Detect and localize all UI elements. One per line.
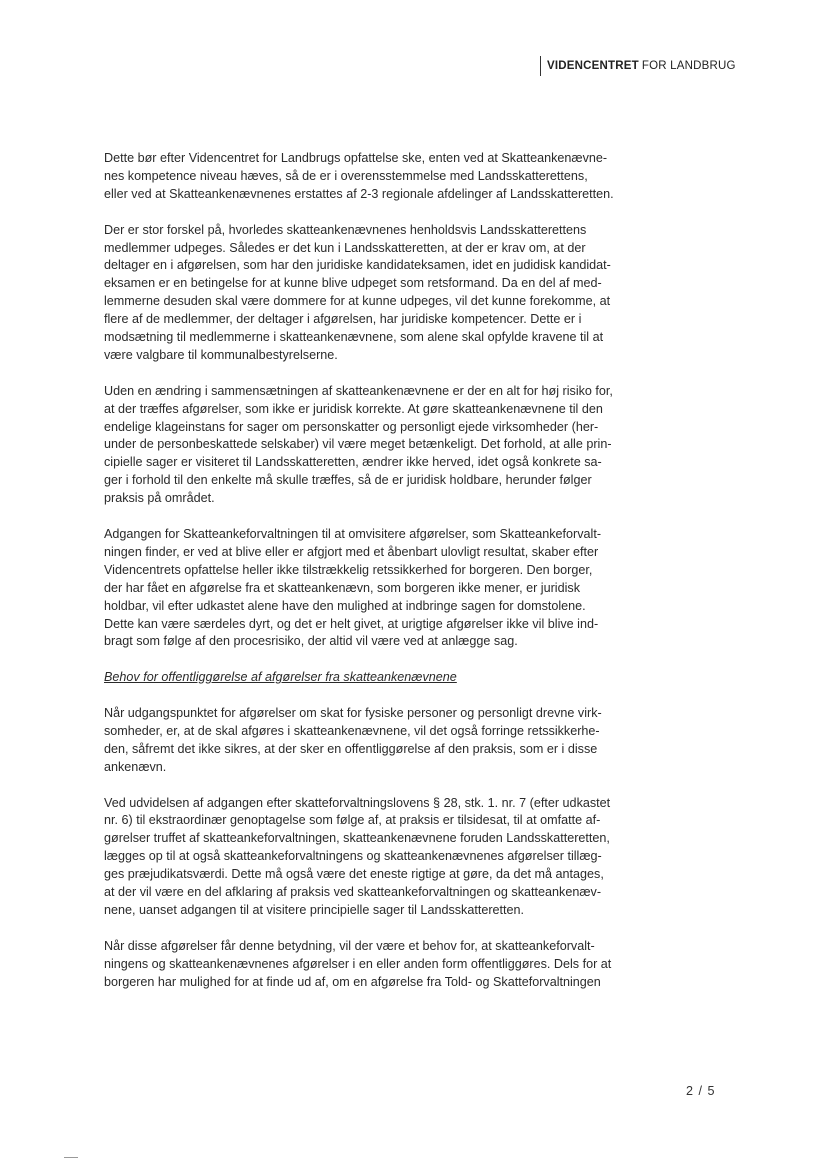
paragraph-3: [104, 383, 726, 508]
text-line: ankenævn.: [104, 759, 167, 774]
text-line: cipielle sager er visiteret til Landsskatteretten, ændrer ikke herved, idet også konkrete sa-: [104, 455, 602, 470]
text-line: ningens og skatteankenævnenes afgørelser i en eller anden form offentliggøres. Dels for at: [104, 956, 612, 971]
text-line: nes kompetence niveau hæves, så de er i overensstemmelse med Landsskatterettens,: [104, 168, 588, 183]
text-line: Ved udvidelsen af adgangen efter skatteforvaltningslovens § 28, stk. 1. nr. 7 (efter udkastet: [104, 795, 611, 810]
header-brand-rest: FOR LANDBRUG: [641, 60, 736, 72]
text-line: være valgbare til kommunalbestyrelserne.: [104, 347, 338, 362]
text-line: ningen finder, er ved at blive eller er afgjort med et åbenbart ulovligt resultat, skaber efter: [104, 544, 599, 559]
text-line: flere af de medlemmer, der deltager i afgørelsen, har juridiske kompetencer. Dette er i: [104, 312, 582, 327]
scan-mark: [64, 1157, 78, 1158]
text-line: Når disse afgørelser får denne betydning, vil der være et behov for, at skatteankeforvalt-: [104, 938, 595, 953]
paragraph-6: [104, 795, 726, 920]
text-line: somheder, er, at de skal afgøres i skatteankenævnene, vil det også forringe retssikkerhe-: [104, 723, 600, 738]
text-line: Adgangen for Skatteankeforvaltningen til at omvisitere afgørelser, som Skatteankeforvalt-: [104, 526, 602, 541]
text-line: ger i forhold til den enkelte må skulle træffes, så de er juridisk holdbare, herunder følger: [104, 473, 592, 488]
text-line: borgeren har mulighed for at finde ud af, om en afgørelse fra Told- og Skatteforvaltningen: [104, 974, 601, 989]
paragraph-4: [104, 526, 726, 651]
text-line: at der træffes afgørelser, som ikke er juridisk korrekte. At gøre skatteankenævnene til den: [104, 401, 603, 416]
paragraph-1: [104, 150, 726, 204]
paragraph-7: [104, 938, 726, 992]
text-line: at der vil være en del afklaring af praksis ved skatteankeforvaltningen og skatteankenæv-: [104, 885, 602, 900]
paragraph-5: [104, 705, 726, 777]
text-line: endelige klageinstans for sager om personskatter og personligt ejede virksomheder (her-: [104, 419, 599, 434]
text-line: nr. 6) til ekstraordinær genoptagelse som følge af, at praksis er tilsidesat, til at omfatte af-: [104, 813, 601, 828]
text-line: Videncentrets opfattelse heller ikke tilstrækkelig retssikkerhed for borgeren. Den borger,: [104, 562, 593, 577]
text-line: eller ved at Skatteankenævnenes erstattes af 2-3 regionale afdelinger af Landsskatteretten.: [104, 186, 614, 201]
header-brand-bold: VIDENCENTRET: [547, 60, 639, 72]
paragraph-2: [104, 222, 726, 365]
text-line: lægges op til at også skatteankeforvaltningens og skatteankenævnenes afgørelser tillæg-: [104, 849, 602, 864]
document-header: [540, 56, 740, 76]
page-number: 2 / 5: [686, 1084, 716, 1098]
document-body: [104, 150, 726, 1009]
text-line: under de personbeskattede selskaber) vil være meget betænkeligt. Det forhold, at alle prin-: [104, 437, 612, 452]
text-line: Uden en ændring i sammensætningen af skatteankenævnene er der en alt for høj risiko for,: [104, 383, 613, 398]
text-line: ges præjudikatsværdi. Dette må også være det eneste rigtige at gøre, da det må antages,: [104, 867, 604, 882]
text-line: deltager en i afgørelsen, som har den juridiske kandidateksamen, idet en judidisk kandidat-: [104, 258, 611, 273]
text-line: eksamen er en betingelse for at kunne blive udpeget som retsformand. Da en del af med-: [104, 276, 602, 291]
text-line: bragt som følge af den procesrisiko, der altid vil være ved at anlægge sag.: [104, 634, 518, 649]
section-heading: Behov for offentliggørelse af afgørelser fra skatteankenævnene: [104, 670, 457, 685]
text-line: Dette bør efter Videncentret for Landbrugs opfattelse ske, enten ved at Skatteankenævne-: [104, 151, 608, 165]
text-line: praksis på området.: [104, 491, 215, 506]
text-line: lemmerne desuden skal være dommere for at kunne udpeges, vil det kunne forekomme, at: [104, 294, 611, 309]
text-line: holdbar, vil efter udkastet alene have den mulighed at indbringe sagen for domstolene.: [104, 598, 586, 613]
text-line: nene, uanset adgangen til at visitere principielle sager til Landsskatteretten.: [104, 902, 525, 917]
text-line: den, såfremt det ikke sikres, at der sker en offentliggørelse af den praksis, som er i disse: [104, 741, 598, 756]
text-line: Dette kan være særdeles dyrt, og det er helt givet, at urigtige afgørelser ikke vil blive ind-: [104, 616, 599, 631]
text-line: Der er stor forskel på, hvorledes skatteankenævnenes henholdsvis Landsskatterettens: [104, 222, 587, 237]
text-line: medlemmer udpeges. Således er det kun i Landsskatteretten, at der er krav om, at der: [104, 240, 586, 255]
text-line: Når udgangspunktet for afgørelser om skat for fysiske personer og personligt drevne virk-: [104, 706, 602, 721]
text-line: gørelser truffet af skatteankeforvaltningen, skatteankenævnene foruden Landsskatteretten,: [104, 831, 610, 846]
text-line: der har fået en afgørelse fra et skatteankenævn, som borgeren ikke mener, er juridisk: [104, 580, 580, 595]
header-divider: [540, 56, 541, 76]
text-line: modsætning til medlemmerne i skatteankenævnene, som alene skal opfylde kravene til at: [104, 330, 604, 345]
